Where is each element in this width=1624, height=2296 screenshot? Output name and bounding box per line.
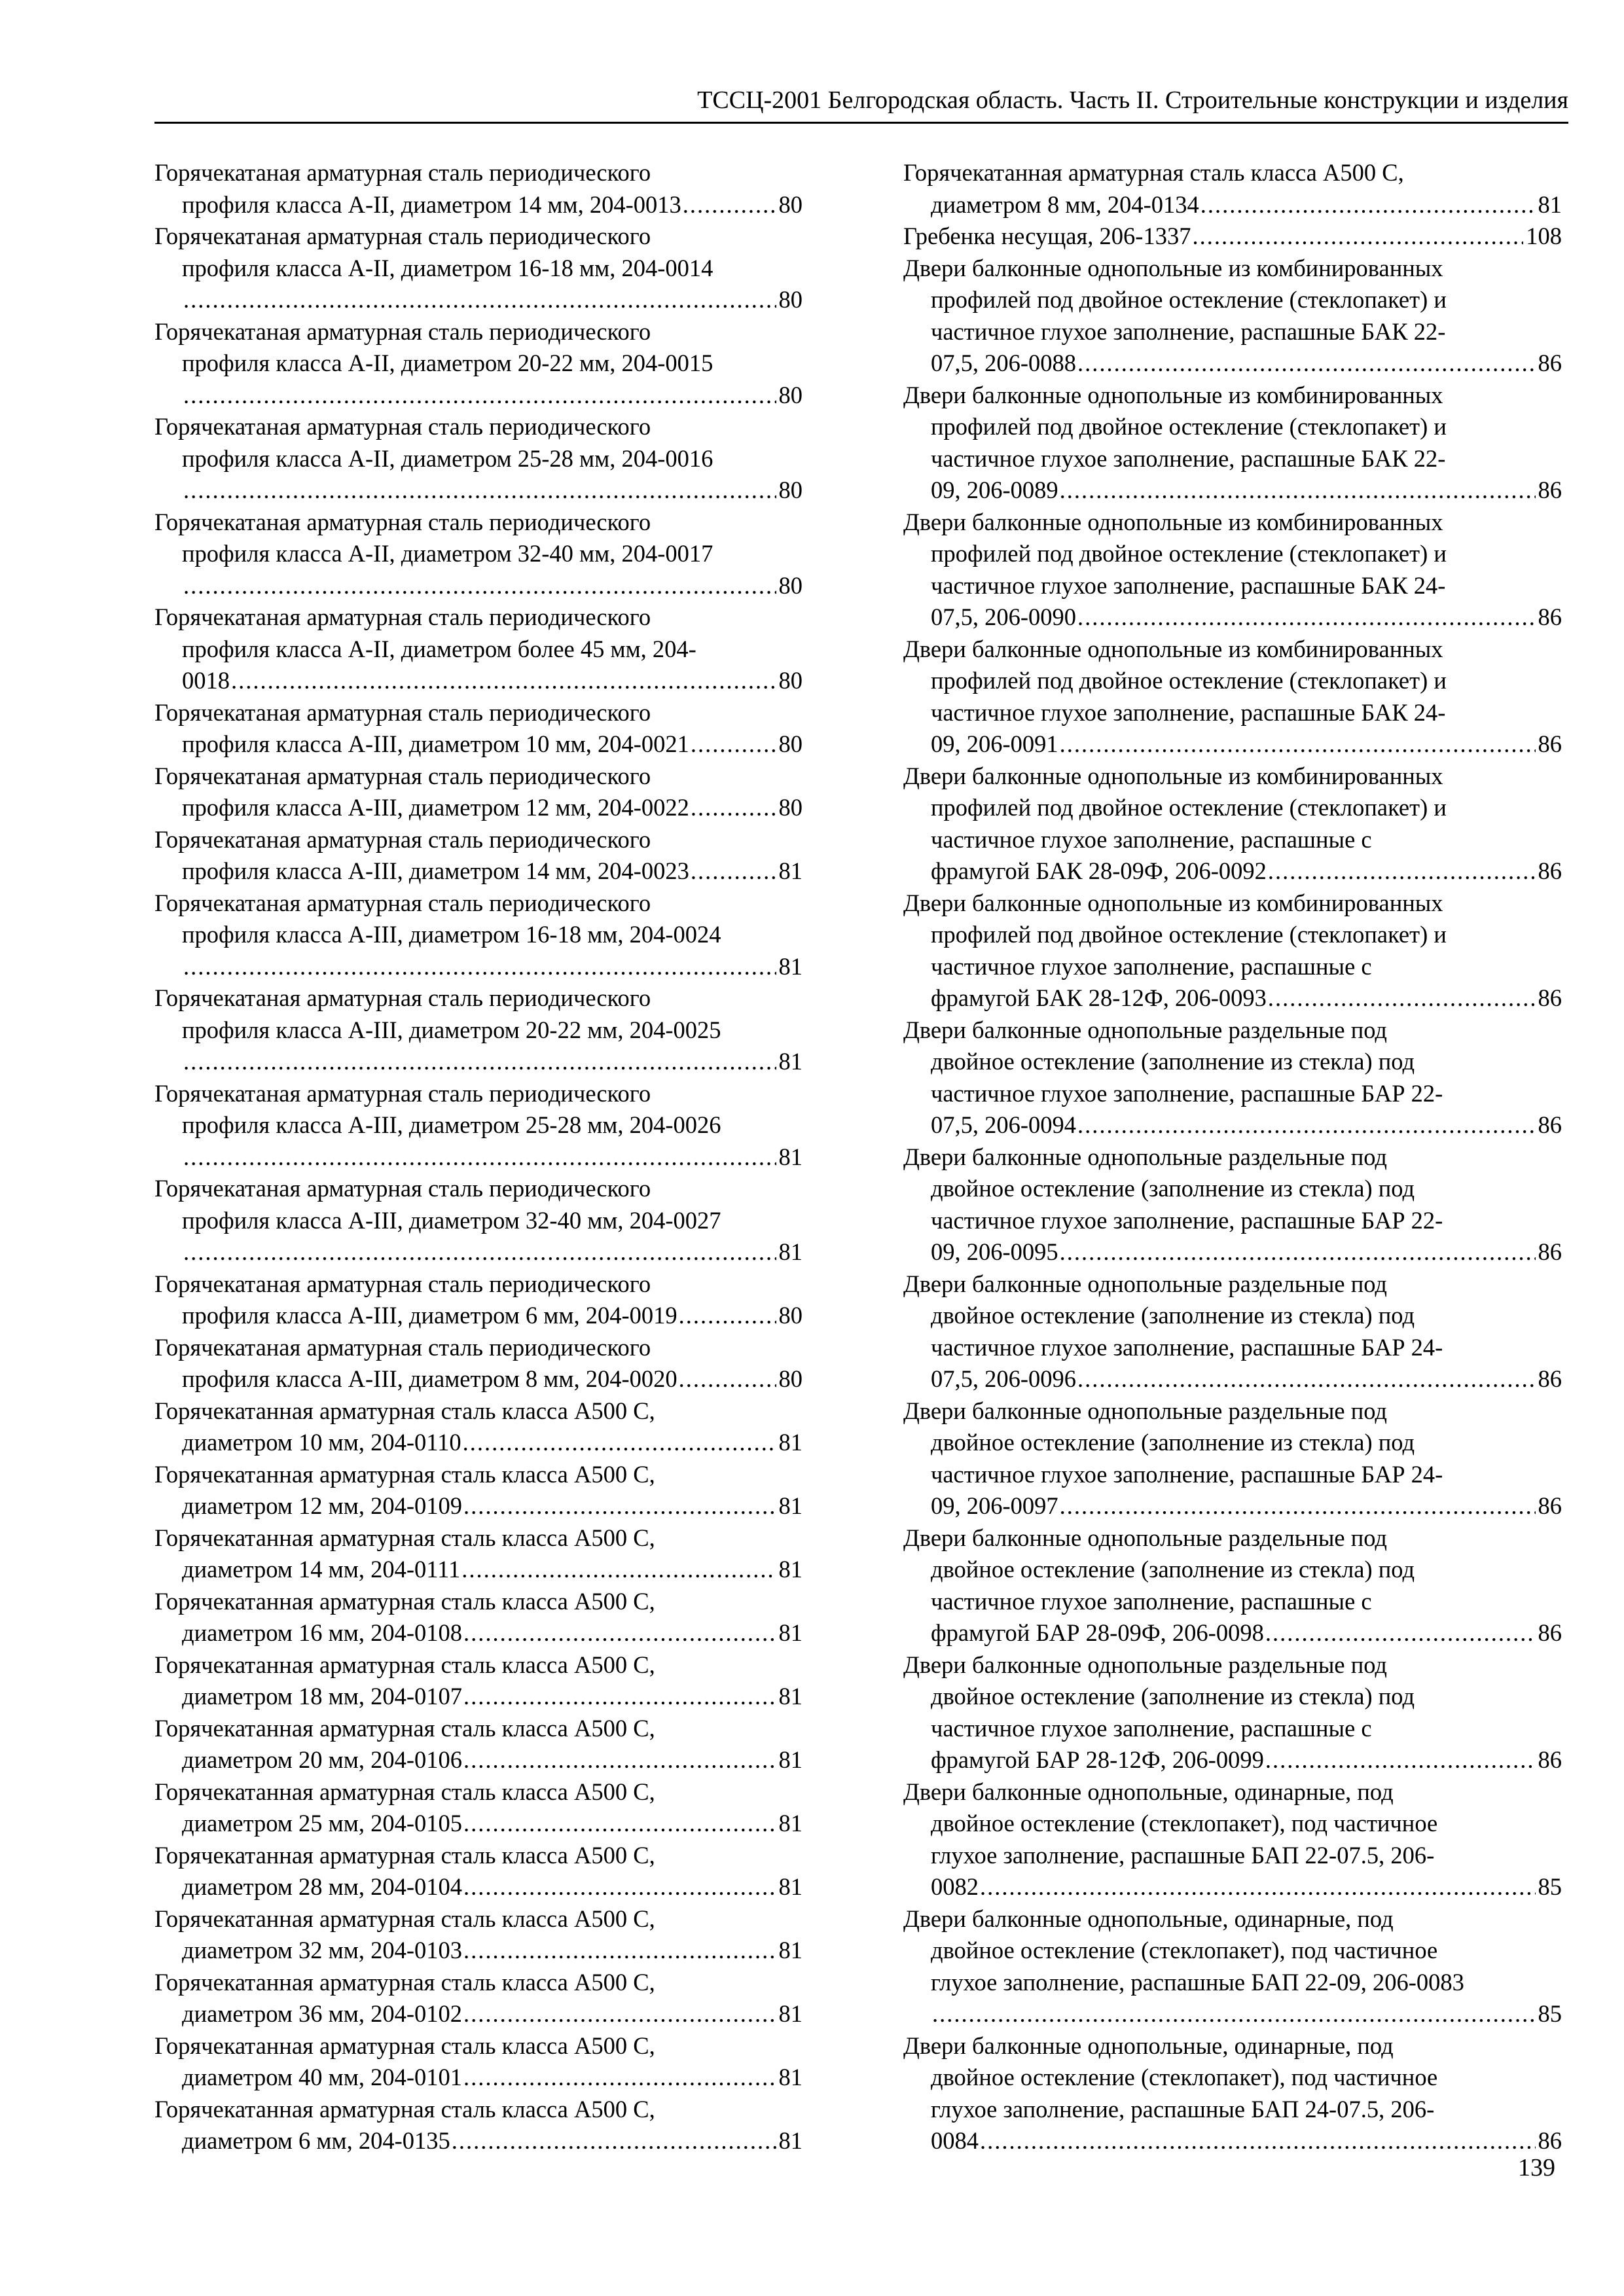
entry-continuation-line: частичное глухое заполнение, распашные БАК 22- bbox=[931, 444, 1446, 472]
index-entry bbox=[903, 1014, 1562, 1141]
entry-title-line: Горячекатаная арматурная сталь периодического bbox=[154, 1270, 651, 1297]
dot-leader bbox=[183, 1046, 776, 1078]
index-entry bbox=[903, 1776, 1562, 1903]
entry-page-ref: 86 bbox=[1538, 1746, 1562, 1773]
entry-continuation-line: профилей под двойное остекление (стеклопакет) и bbox=[931, 921, 1447, 948]
index-entry bbox=[154, 1332, 803, 1395]
entry-title-line: Горячекатаная арматурная сталь периодического bbox=[154, 984, 651, 1011]
entry-last-line bbox=[903, 2125, 1562, 2157]
entry-last-text: диаметром 28 мм, 204-0104 bbox=[182, 1873, 463, 1900]
entry-title-line: Двери балконные однопольные раздельные под bbox=[903, 1016, 1388, 1043]
entry-last-text: диаметром 40 мм, 204-0101 bbox=[182, 2064, 463, 2090]
index-entry bbox=[903, 507, 1562, 634]
entry-last-line bbox=[154, 1871, 803, 1903]
entry-page-ref: 81 bbox=[778, 1810, 803, 1837]
entry-continuation-line: частичное глухое заполнение, распашные с bbox=[931, 1714, 1372, 1742]
index-entry bbox=[154, 221, 803, 316]
entry-continuation-line: глухое заполнение, распашные БАП 22-09, 206-0083 bbox=[931, 1968, 1464, 1996]
entry-page-ref: 108 bbox=[1526, 223, 1562, 249]
entry-page-ref: 81 bbox=[778, 1556, 803, 1583]
entry-continuation-line: частичное глухое заполнение, распашные с bbox=[931, 952, 1372, 980]
dot-leader bbox=[463, 1871, 776, 1903]
entry-last-line bbox=[903, 1490, 1562, 1522]
index-entry bbox=[154, 157, 803, 221]
index-entry bbox=[903, 1395, 1562, 1522]
entry-page-ref: 85 bbox=[1538, 1873, 1562, 1900]
entry-page-ref: 81 bbox=[778, 1143, 803, 1170]
dot-leader bbox=[1060, 728, 1536, 761]
entry-last-line bbox=[154, 380, 803, 412]
entry-page-ref: 86 bbox=[1538, 603, 1562, 630]
entry-last-line bbox=[154, 1744, 803, 1776]
entry-page-ref: 81 bbox=[778, 1683, 803, 1710]
entry-page-ref: 86 bbox=[1538, 1619, 1562, 1646]
entry-page-ref: 81 bbox=[778, 2064, 803, 2090]
entry-page-ref: 81 bbox=[778, 1238, 803, 1265]
dot-leader bbox=[679, 1363, 776, 1395]
dot-leader bbox=[1060, 1490, 1536, 1522]
dot-leader bbox=[463, 1681, 776, 1713]
dot-leader bbox=[463, 1998, 776, 2030]
dot-leader bbox=[1077, 1109, 1535, 1141]
entry-last-line bbox=[154, 570, 803, 602]
entry-title-line: Двери балконные однопольные раздельные под bbox=[903, 1651, 1388, 1678]
entry-title-line: Двери балконные однопольные раздельные под bbox=[903, 1143, 1388, 1170]
entry-last-text: Гребенка несущая, 206-1337 bbox=[903, 223, 1191, 249]
entry-continuation-line: профилей под двойное остекление (стеклопакет) и bbox=[931, 667, 1447, 694]
entry-continuation-line: двойное остекление (заполнение из стекла) под bbox=[931, 1556, 1415, 1583]
entry-continuation-line: частичное глухое заполнение, распашные БАК 24- bbox=[931, 698, 1446, 726]
entry-title-line: Горячекатаная арматурная сталь периодического bbox=[154, 317, 651, 345]
index-entry bbox=[903, 1141, 1562, 1268]
index-entry bbox=[154, 411, 803, 507]
entry-last-text: 09, 206-0097 bbox=[931, 1492, 1058, 1519]
dot-leader bbox=[463, 1935, 776, 1967]
entry-page-ref: 85 bbox=[1538, 2000, 1562, 2027]
entry-last-text: диаметром 8 мм, 204-0134 bbox=[931, 190, 1199, 218]
entry-continuation-line: профиля класса А-III, диаметром 16-18 мм, 204-0024 bbox=[182, 921, 721, 948]
entry-title-line: Двери балконные однопольные из комбинированных bbox=[903, 762, 1443, 789]
entry-continuation-line: профилей под двойное остекление (стеклопакет) и bbox=[931, 540, 1447, 567]
entry-last-text: диаметром 25 мм, 204-0105 bbox=[182, 1810, 463, 1837]
dot-leader bbox=[183, 475, 776, 507]
entry-last-text: профиля класса А-III, диаметром 6 мм, 204-0019 bbox=[182, 1302, 677, 1329]
entry-last-text: диаметром 36 мм, 204-0102 bbox=[182, 2000, 463, 2027]
entry-title-line: Горячекатаная арматурная сталь периодического bbox=[154, 223, 651, 249]
dot-leader bbox=[1265, 1617, 1536, 1649]
dot-leader bbox=[183, 1236, 776, 1268]
entry-last-text: 09, 206-0095 bbox=[931, 1238, 1058, 1265]
entry-continuation-line: глухое заполнение, распашные БАП 24-07.5, 206- bbox=[931, 2095, 1435, 2123]
entry-last-text: профиля класса А-II, диаметром 14 мм, 204-0013 bbox=[182, 190, 681, 218]
entry-last-text: диаметром 14 мм, 204-0111 bbox=[182, 1556, 461, 1583]
entry-title-line: Горячекатанная арматурная сталь класса А500 С, bbox=[154, 1905, 655, 1932]
index-entry bbox=[154, 2030, 803, 2094]
entry-last-text: фрамугой БАР 28-09Ф, 206-0098 bbox=[931, 1619, 1264, 1646]
entry-page-ref: 86 bbox=[1538, 730, 1562, 757]
entry-last-text: диаметром 16 мм, 204-0108 bbox=[182, 1619, 463, 1646]
entry-last-line bbox=[154, 855, 803, 888]
entry-last-text: профиля класса А-III, диаметром 8 мм, 204-0020 bbox=[182, 1365, 677, 1392]
dot-leader bbox=[1060, 475, 1536, 507]
entry-last-line bbox=[154, 475, 803, 507]
dot-leader bbox=[980, 2125, 1536, 2157]
index-entry bbox=[154, 1268, 803, 1332]
entry-page-ref: 86 bbox=[1538, 476, 1562, 503]
index-entry bbox=[154, 1459, 803, 1522]
entry-last-line bbox=[154, 1554, 803, 1586]
entry-page-ref: 81 bbox=[778, 857, 803, 884]
dot-leader bbox=[463, 1808, 776, 1840]
entry-last-line bbox=[154, 189, 803, 221]
index-entry bbox=[903, 888, 1562, 1014]
entry-last-text: 0084 bbox=[931, 2127, 979, 2154]
entry-title-line: Двери балконные однопольные, одинарные, под bbox=[903, 1905, 1394, 1932]
entry-last-text: 0082 bbox=[931, 1873, 979, 1900]
entry-last-line bbox=[154, 1808, 803, 1840]
entry-page-ref: 80 bbox=[778, 286, 803, 313]
entry-last-text: 07,5, 206-0094 bbox=[931, 1111, 1077, 1138]
entry-last-line bbox=[903, 982, 1562, 1014]
entry-continuation-line: двойное остекление (стеклопакет), под частичное bbox=[931, 1937, 1438, 1964]
entry-continuation-line: профиля класса А-III, диаметром 25-28 мм, 204-0026 bbox=[182, 1111, 721, 1138]
entry-page-ref: 86 bbox=[1538, 1365, 1562, 1392]
entry-last-line bbox=[154, 1141, 803, 1174]
dot-leader bbox=[1268, 982, 1536, 1014]
entry-last-text: диаметром 18 мм, 204-0107 bbox=[182, 1683, 463, 1710]
entry-last-line bbox=[154, 665, 803, 697]
entry-title-line: Горячекатанная арматурная сталь класса А500 С, bbox=[154, 1587, 655, 1615]
entry-continuation-line: частичное глухое заполнение, распашные БАР 22- bbox=[931, 1079, 1443, 1107]
entry-page-ref: 86 bbox=[1538, 857, 1562, 884]
entry-title-line: Двери балконные однопольные, одинарные, под bbox=[903, 2032, 1394, 2059]
entry-title-line: Горячекатанная арматурная сталь класса А500 С, bbox=[154, 1460, 655, 1488]
entry-continuation-line: частичное глухое заполнение, распашные БАР 24- bbox=[931, 1333, 1443, 1361]
dot-leader bbox=[679, 1300, 776, 1332]
entry-page-ref: 81 bbox=[778, 1619, 803, 1646]
index-entry bbox=[903, 253, 1562, 380]
entry-title-line: Горячекатанная арматурная сталь класса А500 С, bbox=[154, 1778, 655, 1805]
entry-last-line bbox=[154, 1363, 803, 1395]
dot-leader bbox=[452, 2125, 776, 2157]
entry-continuation-line: двойное остекление (заполнение из стекла) под bbox=[931, 1175, 1415, 1202]
dot-leader bbox=[463, 1744, 776, 1776]
index-column-right bbox=[903, 157, 1562, 2157]
entry-page-ref: 86 bbox=[1538, 1238, 1562, 1265]
entry-last-text: 07,5, 206-0088 bbox=[931, 350, 1077, 376]
index-entry bbox=[903, 634, 1562, 761]
index-entry bbox=[903, 1903, 1562, 2030]
dot-leader bbox=[463, 1617, 776, 1649]
entry-page-ref: 81 bbox=[778, 1429, 803, 1456]
entry-last-line bbox=[903, 1871, 1562, 1903]
index-column-left bbox=[154, 157, 803, 2157]
entry-last-text: диаметром 6 мм, 204-0135 bbox=[182, 2127, 450, 2154]
entry-continuation-line: профилей под двойное остекление (стеклопакет) и bbox=[931, 286, 1447, 313]
index-entry bbox=[903, 380, 1562, 507]
index-entry bbox=[154, 1967, 803, 2030]
dot-leader bbox=[183, 570, 776, 602]
entry-last-line bbox=[903, 1236, 1562, 1268]
index-entry bbox=[903, 221, 1562, 253]
dot-leader bbox=[1060, 1236, 1536, 1268]
index-entry bbox=[154, 507, 803, 602]
entry-last-line bbox=[154, 792, 803, 824]
entry-page-ref: 81 bbox=[778, 1873, 803, 1900]
index-entry bbox=[154, 601, 803, 697]
index-entry bbox=[154, 1776, 803, 1840]
entry-page-ref: 80 bbox=[778, 1302, 803, 1329]
entry-continuation-line: двойное остекление (стеклопакет), под частичное bbox=[931, 2064, 1438, 2090]
dot-leader bbox=[463, 1427, 776, 1459]
entry-page-ref: 81 bbox=[778, 2000, 803, 2027]
entry-continuation-line: двойное остекление (стеклопакет), под частичное bbox=[931, 1810, 1438, 1837]
entry-continuation-line: частичное глухое заполнение, распашные с bbox=[931, 1587, 1372, 1615]
entry-last-line bbox=[903, 1744, 1562, 1776]
entry-last-text: диаметром 10 мм, 204-0110 bbox=[182, 1429, 461, 1456]
index-entry bbox=[903, 1649, 1562, 1776]
entry-continuation-line: профиля класса А-II, диаметром 16-18 мм, 204-0014 bbox=[182, 254, 713, 281]
index-entry bbox=[903, 157, 1562, 221]
entry-title-line: Горячекатанная арматурная сталь класса А500 С, bbox=[154, 1524, 655, 1551]
entry-last-line bbox=[154, 2062, 803, 2094]
entry-last-text: 09, 206-0091 bbox=[931, 730, 1058, 757]
entry-last-line bbox=[903, 189, 1562, 221]
entry-title-line: Горячекатаная арматурная сталь периодического bbox=[154, 889, 651, 916]
entry-last-text: профиля класса А-III, диаметром 14 мм, 204-0023 bbox=[182, 857, 689, 884]
entry-title-line: Горячекатанная арматурная сталь класса А500 С, bbox=[154, 1651, 655, 1678]
index-entry bbox=[154, 1713, 803, 1776]
entry-continuation-line: частичное глухое заполнение, распашные с bbox=[931, 825, 1372, 853]
entry-last-line bbox=[154, 728, 803, 761]
entry-continuation-line: двойное остекление (заполнение из стекла) под bbox=[931, 1429, 1415, 1456]
entry-last-line bbox=[154, 284, 803, 316]
entry-last-line bbox=[154, 1935, 803, 1967]
dot-leader bbox=[691, 792, 776, 824]
dot-leader bbox=[1268, 855, 1536, 888]
index-entry bbox=[154, 1395, 803, 1459]
dot-leader bbox=[461, 1554, 776, 1586]
entry-last-text: диаметром 32 мм, 204-0103 bbox=[182, 1937, 463, 1964]
entry-continuation-line: профиля класса А-II, диаметром 32-40 мм, 204-0017 bbox=[182, 540, 713, 567]
dot-leader bbox=[183, 380, 776, 412]
entry-last-line bbox=[903, 1998, 1562, 2030]
entry-title-line: Горячекатаная арматурная сталь периодического bbox=[154, 1175, 651, 1202]
entry-last-line bbox=[154, 1236, 803, 1268]
entry-title-line: Двери балконные однопольные, одинарные, под bbox=[903, 1778, 1394, 1805]
running-header bbox=[154, 84, 1568, 124]
entry-page-ref: 81 bbox=[778, 1048, 803, 1075]
entry-title-line: Горячекатанная арматурная сталь класса А500 С, bbox=[154, 1841, 655, 1869]
entry-continuation-line: профиля класса А-III, диаметром 32-40 мм, 204-0027 bbox=[182, 1206, 721, 1234]
index-entry bbox=[154, 1522, 803, 1586]
entry-page-ref: 81 bbox=[1538, 190, 1562, 218]
dot-leader bbox=[183, 1141, 776, 1174]
entry-title-line: Горячекатанная арматурная сталь класса А500 С, bbox=[154, 2095, 655, 2123]
index-entry bbox=[154, 1078, 803, 1174]
dot-leader bbox=[1192, 221, 1523, 253]
entry-last-line bbox=[903, 855, 1562, 888]
entry-title-line: Горячекатанная арматурная сталь класса А500 С, bbox=[154, 1714, 655, 1742]
entry-page-ref: 81 bbox=[778, 952, 803, 980]
entry-last-text: профиля класса А-III, диаметром 12 мм, 204-0022 bbox=[182, 794, 689, 821]
entry-title-line: Горячекатаная арматурная сталь периодического bbox=[154, 603, 651, 630]
entry-title-line: Горячекатаная арматурная сталь периодического bbox=[154, 1079, 651, 1107]
dot-leader bbox=[691, 728, 776, 761]
entry-last-line bbox=[903, 1617, 1562, 1649]
entry-continuation-line: двойное остекление (заполнение из стекла) под bbox=[931, 1683, 1415, 1710]
dot-leader bbox=[683, 189, 776, 221]
entry-last-line bbox=[154, 2125, 803, 2157]
index-entry bbox=[154, 1903, 803, 1967]
entry-page-ref: 80 bbox=[778, 476, 803, 503]
entry-page-ref: 86 bbox=[1538, 350, 1562, 376]
entry-last-text: 09, 206-0089 bbox=[931, 476, 1058, 503]
entry-continuation-line: профиля класса А-III, диаметром 20-22 мм, 204-0025 bbox=[182, 1016, 721, 1043]
entry-continuation-line: двойное остекление (заполнение из стекла) под bbox=[931, 1048, 1415, 1075]
entry-last-line bbox=[154, 1046, 803, 1078]
entry-last-text: 07,5, 206-0090 bbox=[931, 603, 1077, 630]
dot-leader bbox=[463, 1490, 776, 1522]
dot-leader bbox=[1265, 1744, 1536, 1776]
index-entry bbox=[154, 1173, 803, 1268]
entry-last-line bbox=[903, 221, 1562, 253]
entry-page-ref: 86 bbox=[1538, 984, 1562, 1011]
dot-leader bbox=[1077, 601, 1535, 634]
index-entry bbox=[154, 1586, 803, 1649]
entry-title-line: Горячекатаная арматурная сталь периодического bbox=[154, 508, 651, 535]
entry-last-text: 0018 bbox=[182, 667, 230, 694]
entry-continuation-line: профиля класса А-II, диаметром 25-28 мм, 204-0016 bbox=[182, 444, 713, 472]
entry-page-ref: 81 bbox=[778, 2127, 803, 2154]
index-entry bbox=[154, 1840, 803, 1903]
index-entry bbox=[154, 697, 803, 761]
index-entry bbox=[154, 888, 803, 983]
entry-title-line: Горячекатаная арматурная сталь периодического bbox=[154, 825, 651, 853]
entry-page-ref: 80 bbox=[778, 1365, 803, 1392]
entry-page-ref: 80 bbox=[778, 730, 803, 757]
entry-title-line: Горячекатанная арматурная сталь класса А500 С, bbox=[903, 159, 1404, 186]
entry-title-line: Горячекатаная арматурная сталь периодического bbox=[154, 159, 651, 186]
entry-page-ref: 80 bbox=[778, 381, 803, 408]
entry-last-line bbox=[903, 1109, 1562, 1141]
entry-last-text: фрамугой БАК 28-12Ф, 206-0093 bbox=[931, 984, 1267, 1011]
entry-last-line bbox=[903, 1363, 1562, 1395]
entry-page-ref: 86 bbox=[1538, 1492, 1562, 1519]
dot-leader bbox=[980, 1871, 1536, 1903]
entry-title-line: Горячекатанная арматурная сталь класса А500 С, bbox=[154, 1397, 655, 1424]
header-title: ТССЦ-2001 Белгородская область. Часть II. Строительные конструкции и изделия bbox=[697, 86, 1568, 114]
entry-title-line: Двери балконные однопольные раздельные под bbox=[903, 1270, 1388, 1297]
dot-leader bbox=[1077, 348, 1535, 380]
entry-title-line: Двери балконные однопольные раздельные под bbox=[903, 1524, 1388, 1551]
page-number: 139 bbox=[1518, 2154, 1555, 2181]
entry-title-line: Горячекатаная арматурная сталь периодического bbox=[154, 762, 651, 789]
entry-continuation-line: профилей под двойное остекление (стеклопакет) и bbox=[931, 794, 1447, 821]
entry-title-line: Двери балконные однопольные из комбинированных bbox=[903, 889, 1443, 916]
dot-leader bbox=[691, 855, 776, 888]
entry-title-line: Горячекатаная арматурная сталь периодического bbox=[154, 413, 651, 440]
entry-last-line bbox=[903, 601, 1562, 634]
entry-continuation-line: частичное глухое заполнение, распашные БАК 24- bbox=[931, 571, 1446, 599]
index-entry bbox=[903, 1522, 1562, 1649]
dot-leader bbox=[1200, 189, 1536, 221]
entry-continuation-line: профиля класса А-II, диаметром 20-22 мм, 204-0015 bbox=[182, 350, 713, 376]
entry-last-line bbox=[154, 1427, 803, 1459]
index-entry bbox=[154, 1649, 803, 1713]
entry-last-text: фрамугой БАК 28-09Ф, 206-0092 bbox=[931, 857, 1267, 884]
entry-continuation-line: двойное остекление (заполнение из стекла) под bbox=[931, 1302, 1415, 1329]
entry-last-line bbox=[903, 475, 1562, 507]
index-entry bbox=[154, 982, 803, 1078]
entry-last-line bbox=[154, 951, 803, 983]
entry-last-text: диаметром 12 мм, 204-0109 bbox=[182, 1492, 463, 1519]
index-entry bbox=[154, 316, 803, 412]
index-entry bbox=[154, 824, 803, 888]
entry-title-line: Двери балконные однопольные из комбинированных bbox=[903, 381, 1443, 408]
index-entry bbox=[154, 2094, 803, 2157]
entry-title-line: Горячекатаная арматурная сталь периодического bbox=[154, 1333, 651, 1361]
entry-last-line bbox=[154, 1300, 803, 1332]
entry-continuation-line: частичное глухое заполнение, распашные БАК 22- bbox=[931, 317, 1446, 345]
entry-continuation-line: профилей под двойное остекление (стеклопакет) и bbox=[931, 413, 1447, 440]
entry-page-ref: 80 bbox=[778, 571, 803, 599]
entry-page-ref: 80 bbox=[778, 190, 803, 218]
entry-title-line: Горячекатанная арматурная сталь класса А500 С, bbox=[154, 1968, 655, 1996]
dot-leader bbox=[932, 1998, 1536, 2030]
entry-continuation-line: частичное глухое заполнение, распашные БАР 22- bbox=[931, 1206, 1443, 1234]
entry-page-ref: 81 bbox=[778, 1492, 803, 1519]
index-entry bbox=[903, 2030, 1562, 2157]
entry-page-ref: 80 bbox=[778, 794, 803, 821]
index-entry bbox=[903, 761, 1562, 888]
index-entry bbox=[154, 761, 803, 824]
entry-page-ref: 80 bbox=[778, 667, 803, 694]
dot-leader bbox=[183, 284, 776, 316]
entry-page-ref: 81 bbox=[778, 1937, 803, 1964]
entry-title-line: Двери балконные однопольные раздельные под bbox=[903, 1397, 1388, 1424]
entry-continuation-line: частичное глухое заполнение, распашные БАР 24- bbox=[931, 1460, 1443, 1488]
entry-last-line bbox=[154, 1490, 803, 1522]
entry-last-line bbox=[903, 728, 1562, 761]
entry-last-line bbox=[154, 1998, 803, 2030]
entry-last-text: диаметром 20 мм, 204-0106 bbox=[182, 1746, 463, 1773]
entry-title-line: Двери балконные однопольные из комбинированных bbox=[903, 508, 1443, 535]
dot-leader bbox=[463, 2062, 776, 2094]
entry-last-line bbox=[903, 348, 1562, 380]
index-entry bbox=[903, 1268, 1562, 1395]
entry-last-text: 07,5, 206-0096 bbox=[931, 1365, 1077, 1392]
entry-continuation-line: глухое заполнение, распашные БАП 22-07.5, 206- bbox=[931, 1841, 1435, 1869]
entry-title-line: Двери балконные однопольные из комбинированных bbox=[903, 254, 1443, 281]
dot-leader bbox=[231, 665, 776, 697]
entry-title-line: Двери балконные однопольные из комбинированных bbox=[903, 635, 1443, 662]
dot-leader bbox=[1077, 1363, 1535, 1395]
entry-continuation-line: профиля класса А-II, диаметром более 45 мм, 204- bbox=[182, 635, 696, 662]
entry-page-ref: 86 bbox=[1538, 2127, 1562, 2154]
entry-title-line: Горячекатанная арматурная сталь класса А500 С, bbox=[154, 2032, 655, 2059]
entry-last-text: фрамугой БАР 28-12Ф, 206-0099 bbox=[931, 1746, 1264, 1773]
entry-page-ref: 81 bbox=[778, 1746, 803, 1773]
entry-last-line bbox=[154, 1681, 803, 1713]
entry-last-text: профиля класса А-III, диаметром 10 мм, 204-0021 bbox=[182, 730, 689, 757]
entry-last-line bbox=[154, 1617, 803, 1649]
dot-leader bbox=[183, 951, 776, 983]
entry-page-ref: 86 bbox=[1538, 1111, 1562, 1138]
entry-title-line: Горячекатаная арматурная сталь периодического bbox=[154, 698, 651, 726]
